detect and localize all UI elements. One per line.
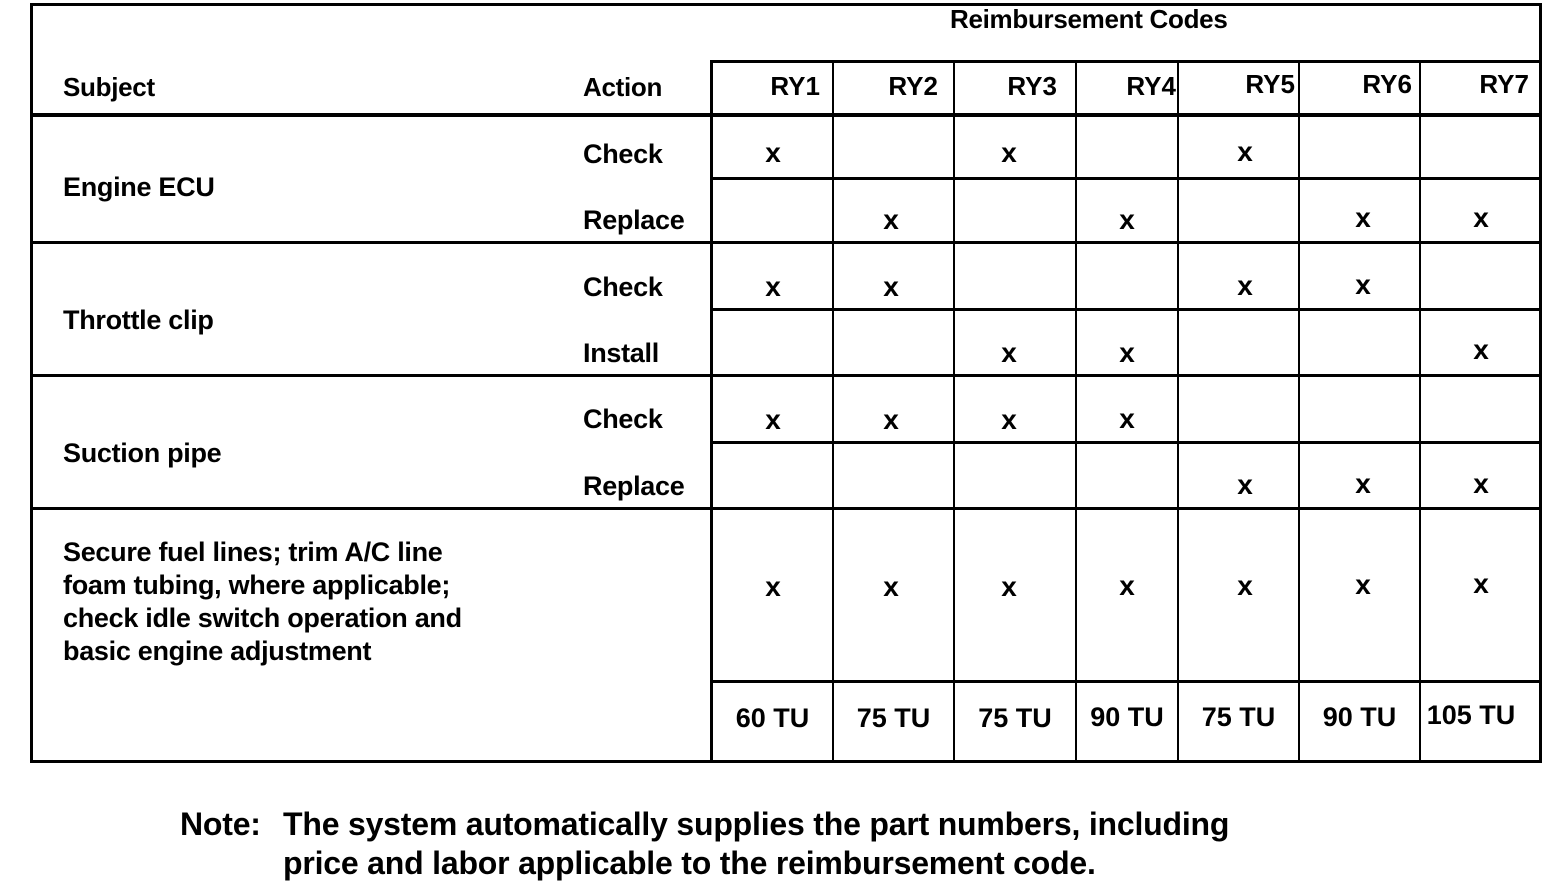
suction-bottom-line bbox=[33, 507, 1542, 510]
codes-header-top-line bbox=[712, 60, 1542, 63]
note-label: Note: bbox=[180, 806, 261, 842]
throttle-bottom-line bbox=[33, 374, 1542, 377]
action-suction-pipe-replace: Replace bbox=[583, 471, 685, 501]
mark-engine-ecu-replace-ry7: x bbox=[1473, 202, 1489, 233]
mark-general-task-ry6: x bbox=[1355, 569, 1371, 600]
code-header-ry7: RY7 bbox=[1479, 69, 1529, 99]
subject-engine-ecu: Engine ECU bbox=[63, 172, 215, 202]
code-header-ry2: RY2 bbox=[888, 71, 938, 101]
mark-throttle-clip-check-ry1: x bbox=[765, 271, 781, 302]
mark-throttle-clip-check-ry6: x bbox=[1355, 269, 1371, 300]
mark-suction-pipe-check-ry3: x bbox=[1001, 404, 1017, 435]
labor-time-ry7: 105 TU bbox=[1426, 700, 1516, 730]
subject-suction-pipe: Suction pipe bbox=[63, 438, 222, 468]
mark-suction-pipe-check-ry2: x bbox=[883, 404, 899, 435]
code-header-ry1: RY1 bbox=[770, 71, 820, 101]
action-throttle-clip-install: Install bbox=[583, 338, 659, 368]
labor-time-ry3: 75 TU bbox=[978, 703, 1052, 733]
action-engine-ecu-replace: Replace bbox=[583, 205, 685, 235]
subject-header: Subject bbox=[63, 72, 155, 102]
col-divider-4 bbox=[1177, 60, 1179, 763]
code-header-ry3: RY3 bbox=[1007, 71, 1057, 101]
general-task-line-4: basic engine adjustment bbox=[63, 636, 372, 666]
mark-suction-pipe-replace-ry6: x bbox=[1355, 468, 1371, 499]
mark-engine-ecu-check-ry1: x bbox=[765, 137, 781, 168]
mark-suction-pipe-check-ry4: x bbox=[1119, 403, 1135, 434]
action-suction-pipe-check: Check bbox=[583, 404, 663, 434]
mark-engine-ecu-replace-ry2: x bbox=[883, 204, 899, 235]
mark-suction-pipe-replace-ry5: x bbox=[1237, 469, 1253, 500]
general-task-line-3: check idle switch operation and bbox=[63, 603, 462, 633]
labor-time-ry4: 90 TU bbox=[1090, 702, 1164, 732]
code-header-ry5: RY5 bbox=[1245, 69, 1295, 99]
mark-throttle-clip-install-ry7: x bbox=[1473, 334, 1489, 365]
col-divider-6 bbox=[1419, 60, 1421, 763]
mark-general-task-ry5: x bbox=[1237, 570, 1253, 601]
mark-general-task-ry3: x bbox=[1001, 571, 1017, 602]
reimbursement-codes-header: Reimbursement Codes bbox=[950, 4, 1228, 34]
throttle-split-line bbox=[712, 308, 1542, 311]
mark-general-task-ry2: x bbox=[883, 571, 899, 602]
general-task-line-1: Secure fuel lines; trim A/C line bbox=[63, 537, 443, 567]
labor-top-line bbox=[712, 680, 1542, 683]
mark-suction-pipe-replace-ry7: x bbox=[1473, 468, 1489, 499]
note-line-2: price and labor applicable to the reimbursement code. bbox=[283, 845, 1096, 881]
engine-ecu-split-line bbox=[712, 177, 1542, 180]
code-header-ry4: RY4 bbox=[1126, 71, 1176, 101]
mark-engine-ecu-replace-ry4: x bbox=[1119, 204, 1135, 235]
mark-suction-pipe-check-ry1: x bbox=[765, 404, 781, 435]
labor-time-ry5: 75 TU bbox=[1201, 702, 1276, 732]
mark-throttle-clip-install-ry3: x bbox=[1001, 337, 1017, 368]
mark-general-task-ry7: x bbox=[1473, 568, 1489, 599]
header-bottom-line bbox=[33, 113, 1542, 117]
mark-general-task-ry1: x bbox=[765, 571, 781, 602]
col-divider-1 bbox=[832, 60, 834, 763]
mark-throttle-clip-install-ry4: x bbox=[1119, 337, 1135, 368]
general-task-line-2: foam tubing, where applicable; bbox=[63, 570, 451, 600]
action-col-right-line bbox=[710, 60, 713, 763]
labor-time-ry2: 75 TU bbox=[856, 703, 931, 733]
code-header-ry6: RY6 bbox=[1362, 69, 1412, 99]
note-line-1: The system automatically supplies the part numbers, including bbox=[283, 806, 1230, 842]
labor-time-ry1: 60 TU bbox=[735, 703, 810, 733]
action-engine-ecu-check: Check bbox=[583, 139, 663, 169]
suction-split-line bbox=[712, 441, 1542, 444]
labor-time-ry6: 90 TU bbox=[1322, 702, 1397, 732]
mark-general-task-ry4: x bbox=[1119, 570, 1135, 601]
engine-ecu-bottom-line bbox=[33, 241, 1542, 244]
mark-engine-ecu-replace-ry6: x bbox=[1355, 202, 1371, 233]
mark-engine-ecu-check-ry3: x bbox=[1001, 137, 1017, 168]
subject-throttle-clip: Throttle clip bbox=[63, 305, 214, 335]
col-divider-5 bbox=[1298, 60, 1300, 763]
mark-engine-ecu-check-ry5: x bbox=[1237, 136, 1253, 167]
col-divider-2 bbox=[953, 60, 955, 763]
action-header: Action bbox=[583, 72, 663, 102]
mark-throttle-clip-check-ry2: x bbox=[883, 271, 899, 302]
action-throttle-clip-check: Check bbox=[583, 272, 663, 302]
mark-throttle-clip-check-ry5: x bbox=[1237, 270, 1253, 301]
col-divider-3 bbox=[1075, 60, 1077, 763]
